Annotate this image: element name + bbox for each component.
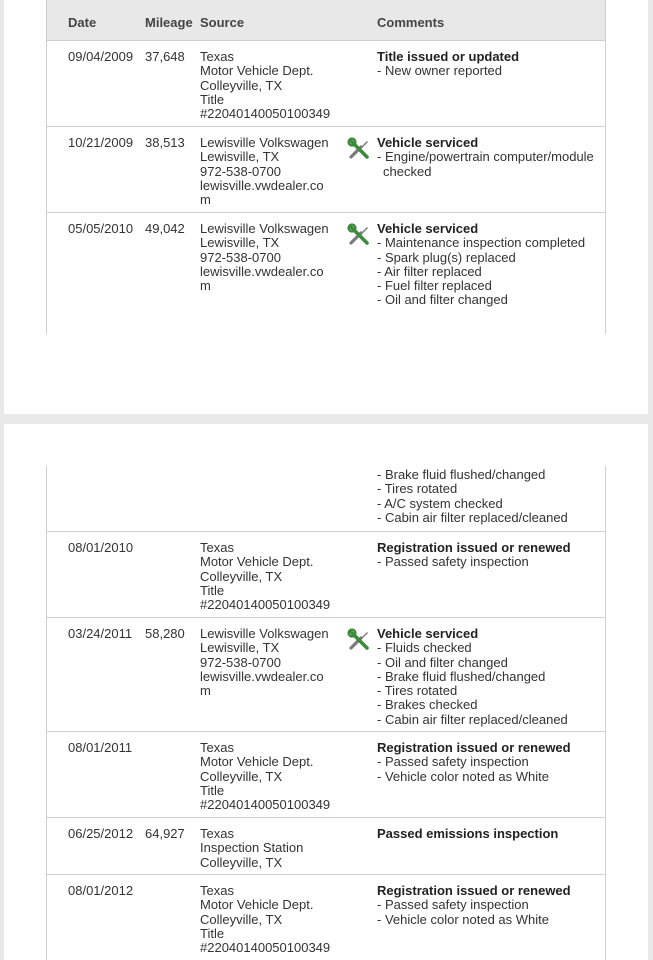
record-source [200, 541, 340, 612]
record-source [200, 222, 340, 293]
comment-title: Vehicle serviced [377, 135, 479, 150]
record-comments [377, 50, 602, 79]
history-table-page-2 [46, 466, 606, 960]
table-row [47, 213, 605, 334]
record-date: 10/21/2009 [68, 135, 134, 150]
source-line: 972-538-0700 [200, 654, 281, 670]
source-line: Colleyville, TX [200, 568, 283, 584]
record-mileage: 58,280 [145, 626, 185, 641]
record-date: 05/05/2010 [68, 221, 134, 236]
comment-bullet: - Spark plug(s) replaced [377, 251, 602, 265]
record-mileage: 37,648 [145, 49, 185, 64]
source-line: #22040140050100349 [200, 940, 331, 956]
table-row [47, 875, 605, 960]
record-date: 06/25/2012 [68, 826, 134, 841]
source-line: #22040140050100349 [200, 106, 331, 122]
comment-bullet: - Passed safety inspection [377, 898, 602, 912]
source-line: #22040140050100349 [200, 597, 331, 613]
dealer-website-link[interactable]: lewisville.vwdealer.com [200, 668, 324, 699]
source-line: Title [200, 782, 225, 798]
comment-title: Registration issued or renewed [377, 740, 571, 755]
comment-bullet: - Oil and filter changed [377, 293, 602, 307]
comment-bullet: - Oil and filter changed [377, 656, 602, 670]
comment-bullet: - Engine/powertrain computer/module checked [377, 150, 602, 179]
record-source [200, 884, 340, 955]
header-comments: Comments [377, 15, 445, 30]
comment-bullet: - Air filter replaced [377, 265, 602, 279]
source-line: Lewisville, TX [200, 235, 280, 251]
comment-bullet: - Passed safety inspection [377, 555, 602, 569]
record-comments [377, 541, 602, 570]
record-comments [377, 222, 602, 308]
table-row [47, 41, 605, 127]
record-date: 08/01/2011 [68, 740, 133, 755]
source-line: Texas [200, 826, 234, 841]
source-line: Texas [200, 740, 234, 755]
source-line: Colleyville, TX [200, 768, 283, 784]
source-line: Lewisville, TX [200, 149, 280, 165]
record-date: 09/04/2009 [68, 49, 134, 64]
source-line: Colleyville, TX [200, 854, 283, 870]
record-comments [377, 884, 602, 927]
record-comments [377, 741, 602, 784]
header-source: Source [200, 15, 245, 30]
wrench-screwdriver-icon [347, 223, 371, 247]
comment-bullet: - Brake fluid flushed/changed [377, 670, 602, 684]
table-header [47, 0, 605, 41]
source-line: 972-538-0700 [200, 163, 281, 179]
table-row [47, 732, 605, 818]
comment-bullet: - New owner reported [377, 64, 602, 78]
source-line: Title [200, 925, 225, 941]
wrench-screwdriver-icon [347, 137, 371, 161]
continued-comments [377, 468, 602, 525]
record-source [200, 741, 340, 812]
record-mileage: 64,927 [145, 826, 185, 841]
table-row [47, 618, 605, 732]
wrench-screwdriver-icon [347, 628, 371, 652]
source-line: Lewisville, TX [200, 640, 280, 656]
comment-bullet: - Brakes checked [377, 698, 602, 712]
history-table-page-1 [46, 0, 606, 334]
record-source [200, 827, 340, 870]
source-line: Motor Vehicle Dept. [200, 63, 314, 79]
source-line: Title [200, 582, 225, 598]
comment-bullet: - Tires rotated [377, 482, 602, 496]
record-date: 08/01/2010 [68, 540, 134, 555]
comment-bullet: - Cabin air filter replaced/cleaned [377, 713, 602, 727]
source-line: #22040140050100349 [200, 797, 331, 813]
comment-bullet: - Fluids checked [377, 641, 602, 655]
source-line: Lewisville Volkswagen [200, 135, 329, 150]
table-row [47, 532, 605, 618]
comment-bullet: - Maintenance inspection completed [377, 236, 602, 250]
record-date: 08/01/2012 [68, 883, 134, 898]
report-page-2 [4, 424, 648, 960]
table-row [47, 818, 605, 875]
source-line: Inspection Station [200, 840, 304, 856]
comment-bullet: - Tires rotated [377, 684, 602, 698]
source-line: Colleyville, TX [200, 911, 283, 927]
header-date: Date [68, 15, 97, 30]
source-line: Title [200, 91, 225, 107]
record-source [200, 50, 340, 121]
source-line: Colleyville, TX [200, 77, 283, 93]
source-line: Motor Vehicle Dept. [200, 554, 314, 570]
dealer-website-link[interactable]: lewisville.vwdealer.com [200, 177, 324, 208]
table-row [47, 127, 605, 213]
comment-title: Registration issued or renewed [377, 540, 571, 555]
comment-bullet: - A/C system checked [377, 497, 602, 511]
comment-title: Registration issued or renewed [377, 883, 571, 898]
source-line: Motor Vehicle Dept. [200, 897, 314, 913]
header-mileage: Mileage [145, 15, 193, 30]
record-source [200, 136, 340, 207]
record-comments [377, 136, 602, 179]
source-line: Motor Vehicle Dept. [200, 754, 314, 770]
comment-title: Vehicle serviced [377, 221, 479, 236]
record-source [200, 627, 340, 698]
record-date: 03/24/2011 [68, 626, 133, 641]
comment-bullet: - Brake fluid flushed/changed [377, 468, 602, 482]
comment-bullet: - Passed safety inspection [377, 755, 602, 769]
comment-title: Passed emissions inspection [377, 826, 559, 841]
comment-bullet: - Vehicle color noted as White [377, 770, 602, 784]
record-mileage: 38,513 [145, 135, 185, 150]
source-line: Texas [200, 883, 234, 898]
comment-bullet: - Fuel filter replaced [377, 279, 602, 293]
source-line: Lewisville Volkswagen [200, 626, 329, 641]
source-line: 972-538-0700 [200, 249, 281, 265]
source-line: Texas [200, 49, 234, 64]
source-line: Lewisville Volkswagen [200, 221, 329, 236]
comment-title: Title issued or updated [377, 49, 520, 64]
report-page-1 [4, 0, 648, 414]
comment-bullet: - Cabin air filter replaced/cleaned [377, 511, 602, 525]
continued-record [47, 466, 605, 532]
source-line: Texas [200, 540, 234, 555]
comment-bullet: - Vehicle color noted as White [377, 913, 602, 927]
record-comments [377, 627, 602, 727]
record-comments [377, 827, 602, 841]
record-mileage: 49,042 [145, 221, 185, 236]
dealer-website-link[interactable]: lewisville.vwdealer.com [200, 263, 324, 294]
comment-title: Vehicle serviced [377, 626, 479, 641]
